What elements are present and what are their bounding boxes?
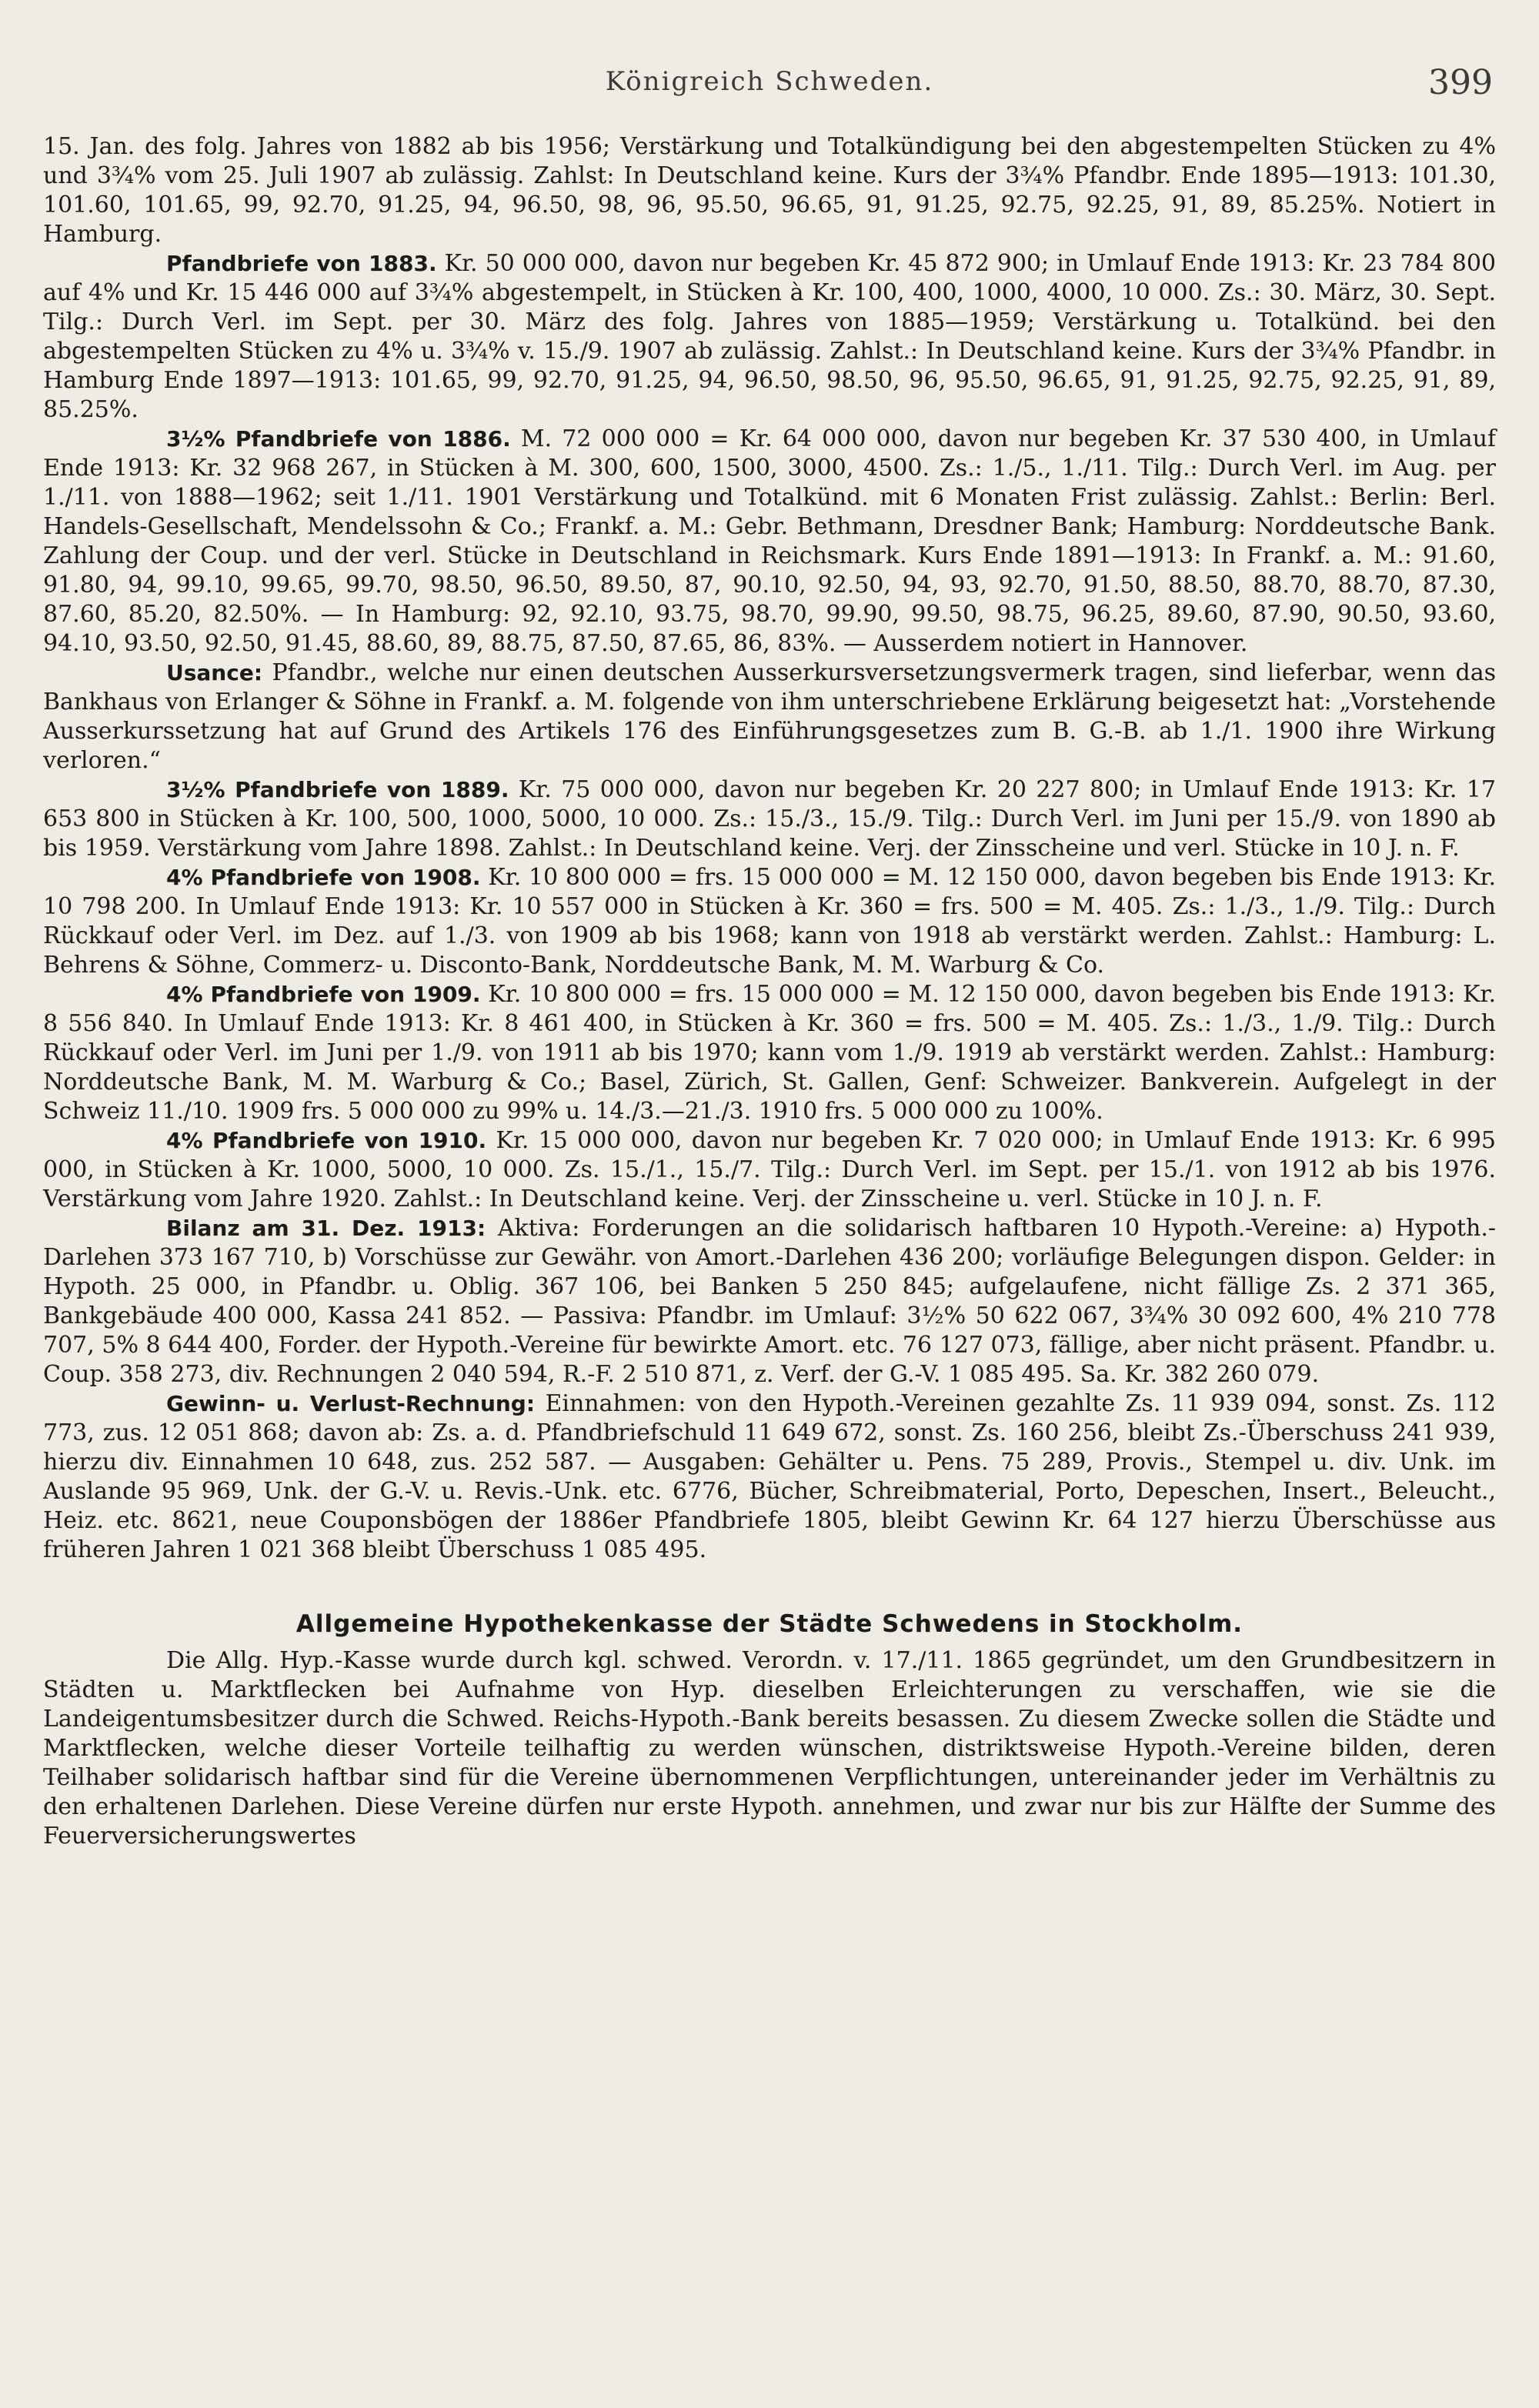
paragraph-6 bbox=[43, 863, 1496, 980]
page-number: 399 bbox=[1428, 63, 1493, 102]
paragraph-4 bbox=[43, 659, 1496, 775]
paragraph-lead: 4% Pfandbriefe von 1908. bbox=[166, 865, 481, 890]
paragraph-lead: 4% Pfandbriefe von 1909. bbox=[166, 982, 481, 1007]
paragraph-text: M. 72 000 000 = Kr. 64 000 000, davon nur begeben Kr. 37 530 400, in Umlauf Ende 1913: Kr. 32 968 267, in Stücken à M. 300, 600, 1500, 3000, 4500. Zs.: 1./5., 1./11. Tilg.: Durch Verl. im Aug. per 1./11. von 1888—1962; seit 1./11. 1901 Verstärkung und Totalkünd. mit 6 Monaten Frist zulässig. Zahlst.: Berlin: Berl. Handels-Gesellschaft, Mendelssohn & Co.; Frankf. a. M.: Gebr. Bethmann, Dresdner Bank; Hamburg: Norddeutsche Bank. Zahlung der Coup. und der verl. Stücke in Deutschland in Reichsmark. Kurs Ende 1891—1913: In Frankf. a. M.: 91.60, 91.80, 94, 99.10, 99.65, 99.70, 98.50, 96.50, 89.50, 87, 90.10, 92.50, 94, 93, 92.70, 91.50, 88.50, 88.70, 88.70, 87.30, 87.60, 85.20, 82.50%. — In Hamburg: 92, 92.10, 93.75, 98.70, 99.90, 99.50, 98.75, 96.25, 89.60, 87.90, 90.50, 93.60, 94.10, 93.50, 92.50, 91.45, 88.60, 89, 88.75, 87.50, 87.65, 86, 83%. — Ausserdem notiert in Hannover. bbox=[43, 425, 1496, 657]
page-header bbox=[0, 63, 1539, 109]
section-paragraph bbox=[43, 1646, 1496, 1851]
paragraph-10 bbox=[43, 1389, 1496, 1565]
paragraph-8 bbox=[43, 1126, 1496, 1214]
paragraph-lead: 3½% Pfandbriefe von 1889. bbox=[166, 777, 509, 802]
paragraph-lead: Gewinn- u. Verlust-Rechnung: bbox=[166, 1391, 536, 1416]
paragraph-text: Die Allg. Hyp.-Kasse wurde durch kgl. schwed. Verordn. v. 17./11. 1865 gegründet, um den Grundbesitzern in Städten u. Marktflecken bei Aufnahme von Hyp. dieselben Erleichterungen zu verschaffen, wie sie die Landeigentumsbesitzer durch die Schwed. Reichs-Hypoth.-Bank bereits besassen. Zu diesem Zwecke sollen die Städte und Marktflecken, welche dieser Vorteile teilhaftig zu werden wünschen, distriktsweise Hypoth.-Vereine bilden, deren Teilhaber solidarisch haftbar sind für die Vereine übernommenen Verpflichtungen, untereinander jeder im Verhältnis zu den erhaltenen Darlehen. Diese Vereine dürfen nur erste Hypoth. annehmen, und zwar nur bis zur Hälfte der Summe des Feuerversicherungswertes bbox=[43, 1647, 1496, 1849]
paragraph-text: Pfandbr., welche nur einen deutschen Ausserkursversetzungsvermerk tragen, sind lieferbar, wenn das Bankhaus von Erlanger & Söhne in Frankf. a. M. folgende von ihm unterschriebene Erklärung beigesetzt hat: „Vorstehende Ausserkurssetzung hat auf Grund des Artikels 176 des Einführungsgesetzes zum B. G.-B. ab 1./1. 1900 ihre Wirkung verloren.“ bbox=[43, 659, 1496, 774]
page-body bbox=[43, 132, 1496, 1851]
section-heading: Allgemeine Hypothekenkasse der Städte Schwedens in Stockholm. bbox=[295, 1610, 1244, 1638]
paragraph-9 bbox=[43, 1214, 1496, 1389]
paragraph-3 bbox=[43, 425, 1496, 659]
paragraph-1 bbox=[43, 132, 1496, 249]
running-title: Königreich Schweden. bbox=[605, 66, 934, 97]
paragraph-text: Einnahmen: von den Hypoth.-Vereinen gezahlte Zs. 11 939 094, sonst. Zs. 112 773, zus. 12 051 868; davon ab: Zs. a. d. Pfandbriefschuld 11 649 672, sonst. Zs. 160 256, bleibt Zs.-Überschuss 241 939, hierzu div. Einnahmen 10 648, zus. 252 587. — Ausgaben: Gehälter u. Pens. 75 289, Provis., Stempel u. div. Unk. im Auslande 95 969, Unk. der G.-V. u. Revis.-Unk. etc. 6776, Bücher, Schreibmaterial, Porto, Depeschen, Insert., Beleucht., Heiz. etc. 8621, neue Couponsbögen der 1886er Pfandbriefe 1805, bleibt Gewinn Kr. 64 127 hierzu Überschüsse aus früheren Jahren 1 021 368 bleibt Überschuss 1 085 495. bbox=[43, 1390, 1496, 1563]
paragraph-text: Kr. 10 800 000 = frs. 15 000 000 = M. 12 150 000, davon begeben bis Ende 1913: Kr. 8 556 840. In Umlauf Ende 1913: Kr. 8 461 400, in Stücken à Kr. 360 = frs. 500 = M. 405. Zs.: 1./3., 1./9. Tilg.: Durch Rückkauf oder Verl. im Juni per 1./9. von 1911 ab bis 1970; kann vom 1./9. 1919 ab verstärkt werden. Zahlst.: Hamburg: Norddeutsche Bank, M. M. Warburg & Co.; Basel, Zürich, St. Gallen, Genf: Schweizer. Bankverein. Aufgelegt in der Schweiz 11./10. 1909 frs. 5 000 000 zu 99% u. 14./3.—21./3. 1910 frs. 5 000 000 zu 100%. bbox=[43, 981, 1496, 1125]
paragraph-text: Kr. 75 000 000, davon nur begeben Kr. 20 227 800; in Umlauf Ende 1913: Kr. 17 653 800 in Stücken à Kr. 100, 500, 1000, 5000, 10 000. Zs.: 15./3., 15./9. Tilg.: Durch Verl. im Juni per 15./9. von 1890 ab bis 1959. Verstärkung vom Jahre 1898. Zahlst.: In Deutschland keine. Verj. der Zinsscheine und verl. Stücke in 10 J. n. F. bbox=[43, 776, 1496, 862]
paragraph-text: 15. Jan. des folg. Jahres von 1882 ab bis 1956; Verstärkung und Totalkündigung bei den abgestempelten Stücken zu 4% und 3¾% vom 25. Juli 1907 ab zulässig. Zahlst: In Deutschland keine. Kurs der 3¾% Pfandbr. Ende 1895—1913: 101.30, 101.60, 101.65, 99, 92.70, 91.25, 94, 96.50, 98, 96, 95.50, 96.65, 91, 91.25, 92.75, 92.25, 91, 89, 85.25%. Notiert in Hamburg. bbox=[43, 133, 1496, 248]
paragraph-text: Aktiva: Forderungen an die solidarisch haftbaren 10 Hypoth.-Vereine: a) Hypoth.-Darlehen 373 167 710, b) Vorschüsse zur Gewähr. von Amort.-Darlehen 436 200; vorläufige Belegungen dispon. Gelder: in Hypoth. 25 000, in Pfandbr. u. Oblig. 367 106, bei Banken 5 250 845; aufgelaufene, nicht fällige Zs. 2 371 365, Bankgebäude 400 000, Kassa 241 852. — Passiva: Pfandbr. im Umlauf: 3½% 50 622 067, 3¾% 30 092 600, 4% 210 778 707, 5% 8 644 400, Forder. der Hypoth.-Vereine für bewirkte Amort. etc. 76 127 073, fällige, aber nicht präsent. Pfandbr. u. Coup. 358 273, div. Rechnungen 2 040 594, R.-F. 2 510 871, z. Verf. der G.-V. 1 085 495. Sa. Kr. 382 260 079. bbox=[43, 1215, 1496, 1388]
paragraph-lead: Usance: bbox=[166, 660, 263, 685]
paragraph-2 bbox=[43, 249, 1496, 425]
paragraph-text: Kr. 15 000 000, davon nur begeben Kr. 7 020 000; in Umlauf Ende 1913: Kr. 6 995 000, in Stücken à Kr. 1000, 5000, 10 000. Zs. 15./1., 15./7. Tilg.: Durch Verl. im Sept. per 15./1. von 1912 ab bis 1976. Verstärkung vom Jahre 1920. Zahlst.: In Deutschland keine. Verj. der Zinsscheine u. verl. Stücke in 10 J. n. F. bbox=[43, 1127, 1496, 1212]
paragraph-lead: Bilanz am 31. Dez. 1913: bbox=[166, 1216, 486, 1241]
paragraph-lead: Pfandbriefe von 1883. bbox=[166, 251, 437, 276]
paragraph-text: Kr. 10 800 000 = frs. 15 000 000 = M. 12 150 000, davon begeben bis Ende 1913: Kr. 10 798 200. In Umlauf Ende 1913: Kr. 10 557 000 in Stücken à Kr. 360 = frs. 500 = M. 405. Zs.: 1./3., 1./9. Tilg.: Durch Rückkauf oder Verl. im Dez. auf 1./3. von 1909 ab bis 1968; kann von 1918 ab verstärkt werden. Zahlst.: Hamburg: L. Behrens & Söhne, Commerz- u. Disconto-Bank, Norddeutsche Bank, M. M. Warburg & Co. bbox=[43, 864, 1496, 979]
paragraph-5 bbox=[43, 775, 1496, 863]
paragraph-text: Kr. 50 000 000, davon nur begeben Kr. 45 872 900; in Umlauf Ende 1913: Kr. 23 784 800 auf 4% und Kr. 15 446 000 auf 3¾% abgestempelt, in Stücken à Kr. 100, 400, 1000, 4000, 10 000. Zs.: 30. März, 30. Sept. Tilg.: Durch Verl. im Sept. per 30. März des folg. Jahres von 1885—1959; Verstärkung u. Totalkünd. bei den abgestempelten Stücken zu 4% u. 3¾% v. 15./9. 1907 ab zulässig. Zahlst.: In Deutschland keine. Kurs der 3¾% Pfandbr. in Hamburg Ende 1897—1913: 101.65, 99, 92.70, 91.25, 94, 96.50, 98.50, 96, 95.50, 96.65, 91, 91.25, 92.75, 92.25, 91, 89, 85.25%. bbox=[43, 250, 1496, 423]
paragraph-lead: 3½% Pfandbriefe von 1886. bbox=[166, 426, 511, 452]
paragraph-lead: 4% Pfandbriefe von 1910. bbox=[166, 1128, 487, 1153]
paragraph-7 bbox=[43, 980, 1496, 1126]
